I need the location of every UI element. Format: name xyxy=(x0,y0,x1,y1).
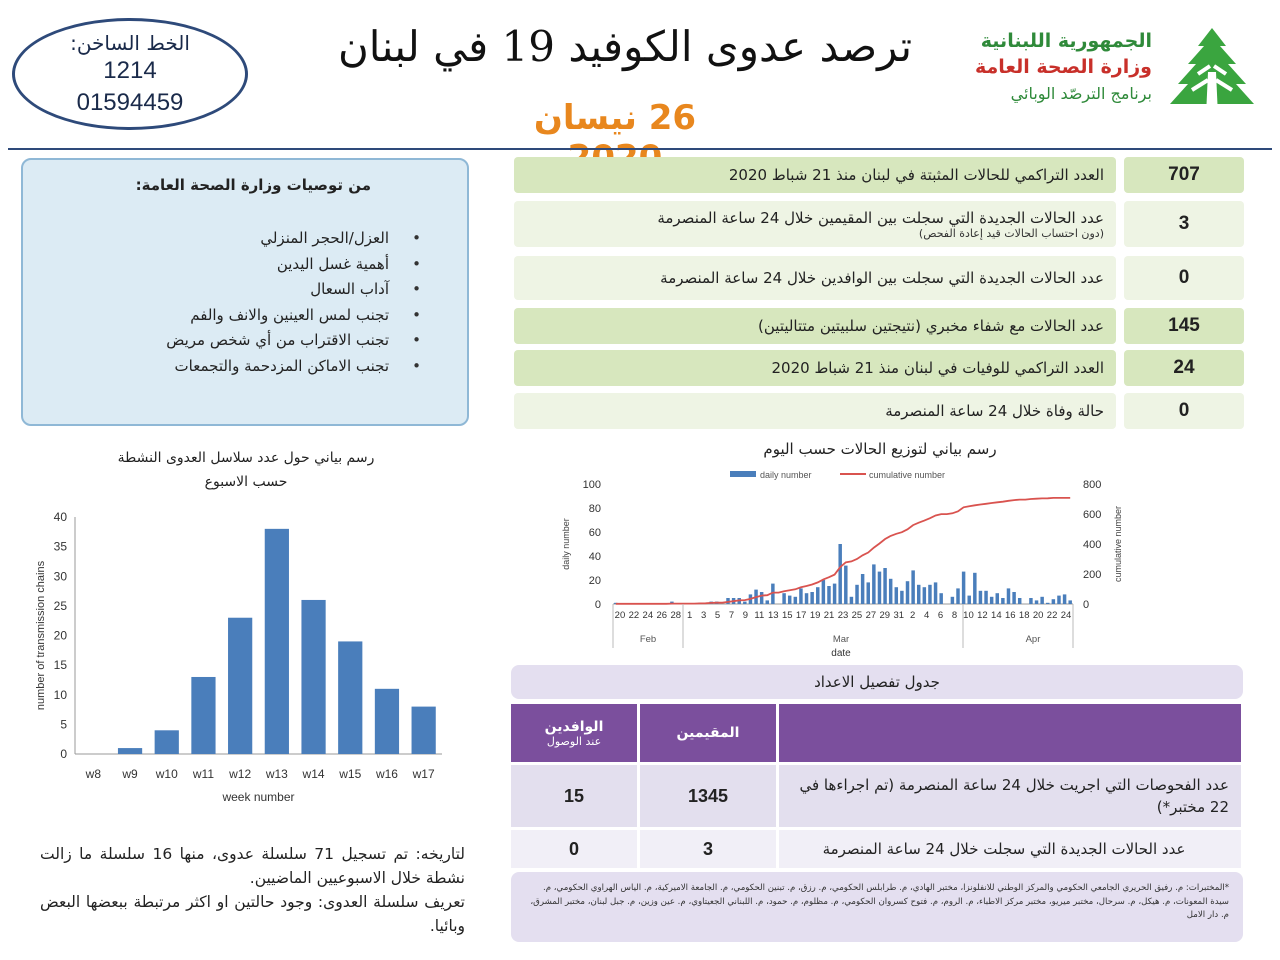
x-tick-label: 22 xyxy=(1046,610,1058,621)
daily-bar xyxy=(923,587,926,604)
x-tick-label: 8 xyxy=(951,610,958,621)
ministry-name xyxy=(930,30,1152,103)
daily-bar xyxy=(951,597,954,604)
recommendations-title: من توصيات وزارة الصحة العامة: xyxy=(135,176,371,194)
bar xyxy=(155,730,179,754)
chains-chart-title-line: رسم بياني حول عدد سلاسل العدوى النشطة xyxy=(117,450,375,466)
chains-chart-title-line: حسب الاسبوع xyxy=(204,474,288,490)
x-tick-label: 23 xyxy=(837,610,849,621)
daily-bar xyxy=(799,588,802,604)
hotline-title: الخط الساخن: xyxy=(70,31,190,55)
table-cell-label: عدد الحالات الجديدة التي سجلت خلال 24 ساعة المنصرمة xyxy=(779,830,1241,868)
x-axis-label: date xyxy=(831,648,851,659)
table-cell-label: عدد الفحوصات التي اجريت خلال 24 ساعة المنصرمة (تم اجراءها في 22 مختبر*) xyxy=(779,765,1241,827)
table-cell-residents: 1345 xyxy=(640,765,776,827)
stat-value: 0 xyxy=(1124,256,1244,300)
daily-bar xyxy=(900,591,903,604)
x-tick-label: 28 xyxy=(670,610,682,621)
stat-new-deaths xyxy=(514,393,1244,429)
stat-label: العدد التراكمي للحالات المثبتة في لبنان منذ 21 شباط 2020 xyxy=(728,166,1104,184)
y-right-tick-label: 400 xyxy=(1083,539,1102,551)
daily-bar xyxy=(1052,599,1055,604)
x-tick-label: 24 xyxy=(1060,610,1072,621)
ministry-label: وزارة الصحة العامة xyxy=(974,56,1152,78)
y-tick-label: 35 xyxy=(53,539,67,554)
col-arrivals-label: الوافدين xyxy=(544,718,604,735)
x-tick-label: 4 xyxy=(923,610,930,621)
daily-bar xyxy=(855,585,858,604)
daily-bar xyxy=(939,593,942,604)
x-tick-label: 25 xyxy=(851,610,863,621)
daily-bar xyxy=(973,573,976,604)
x-tick-label: 3 xyxy=(700,610,707,621)
x-tick-label: 31 xyxy=(893,610,905,621)
daily-bar xyxy=(917,585,920,604)
legend-daily-label: daily number xyxy=(760,470,812,480)
x-tick-label: 9 xyxy=(742,610,749,621)
y-left-tick-label: 100 xyxy=(582,479,601,491)
x-tick-label: 12 xyxy=(977,610,988,621)
col-header-residents xyxy=(640,704,776,762)
recommendations-box xyxy=(21,158,469,426)
labs-footnote: *المختبرات: م. رفيق الحريري الجامعي الحكومي والمركز الوطني للانفلونزا، مختبر الهادي، م. طرابلس الحكومي، م. رزق، م. تبنين الحكومي، م. الجامعة الاميركية، م. الياس الهراوي الحكومي، م. سيدة المعونات، م. هيكل، م. سرحال، مختبر ميريو، مختبر مركز الاطباء، م. الروم، م. فتوح كسروان الحكومي، م. مظلوم، م. حمود، م. اللبناني الجعيتاوي، م. عين وزين، م. جبل لبنان، مختبر المشرق، م. دار الامل xyxy=(511,872,1243,942)
list-item: • تجنب الاماكن المزدحمة والتجمعات xyxy=(43,354,441,380)
daily-bar xyxy=(760,592,763,604)
daily-bar xyxy=(979,591,982,604)
republic-label: الجمهورية اللبنانية xyxy=(980,30,1152,52)
daily-bar xyxy=(810,592,813,604)
x-tick-label: w12 xyxy=(229,767,252,781)
list-item: • العزل/الحجر المنزلي xyxy=(43,226,441,252)
col-header-arrivals xyxy=(511,704,637,762)
stat-value: 3 xyxy=(1124,201,1244,247)
hotline-box xyxy=(12,18,248,130)
stat-label: عدد الحالات مع شفاء مخبري (نتيجتين سلبيتين متتاليتين) xyxy=(758,317,1104,335)
x-tick-label: 22 xyxy=(628,610,640,621)
x-tick-label: 14 xyxy=(991,610,1002,621)
daily-bar xyxy=(816,587,819,604)
month-label: Mar xyxy=(832,634,850,645)
bar xyxy=(191,677,215,754)
x-tick-label: w9 xyxy=(122,767,138,781)
month-label: Apr xyxy=(1025,634,1041,645)
daily-bar xyxy=(928,585,931,604)
x-tick-label: w14 xyxy=(302,767,325,781)
col-arrivals-sublabel: عند الوصول xyxy=(546,734,602,748)
x-tick-label: 2 xyxy=(910,610,916,621)
daily-bar xyxy=(1035,600,1038,604)
table-row xyxy=(511,830,1241,868)
chains-chart-title xyxy=(60,446,432,494)
bar xyxy=(228,618,252,754)
x-tick-label: 15 xyxy=(781,610,793,621)
daily-bar xyxy=(1057,596,1060,604)
daily-bar xyxy=(883,568,886,604)
x-axis-label: week number xyxy=(222,790,295,804)
daily-bar xyxy=(1018,598,1021,604)
y-tick-label: 40 xyxy=(53,510,67,524)
x-tick-label: 19 xyxy=(809,610,821,621)
daily-bar xyxy=(766,600,769,604)
daily-bar xyxy=(1040,597,1043,604)
stat-value: 24 xyxy=(1124,350,1244,386)
daily-bar xyxy=(990,597,993,604)
stat-cumulative-deaths xyxy=(514,350,1244,386)
bar xyxy=(118,748,142,754)
bar xyxy=(412,707,436,754)
y-left-tick-label: 0 xyxy=(594,599,601,611)
daily-bar xyxy=(788,596,791,604)
table-header-row xyxy=(511,704,1241,762)
y-right-tick-label: 0 xyxy=(1083,599,1090,611)
stat-label: عدد الحالات الجديدة التي سجلت بين الوافدين خلال 24 ساعة المنصرمة xyxy=(660,269,1104,287)
list-item: • تجنب لمس العينين والانف والفم xyxy=(43,303,441,329)
daily-bar xyxy=(878,572,881,604)
details-table-title: جدول تفصيل الاعداد xyxy=(511,665,1243,699)
y-left-tick-label: 40 xyxy=(588,551,601,563)
stat-new-residents xyxy=(514,201,1244,247)
y-left-tick-label: 60 xyxy=(588,527,601,539)
stat-new-arrivals xyxy=(514,256,1244,300)
y-tick-label: 15 xyxy=(53,658,67,673)
hotline-number: 1214 xyxy=(103,57,157,84)
chains-notes xyxy=(40,842,465,938)
table-cell-arrivals: 15 xyxy=(511,765,637,827)
daily-bar xyxy=(867,582,870,604)
daily-bar xyxy=(794,597,797,604)
y-tick-label: 10 xyxy=(53,687,67,702)
daily-bar xyxy=(822,580,825,604)
list-item: • أهمية غسل اليدين xyxy=(43,252,441,278)
daily-bar xyxy=(1029,598,1032,604)
x-tick-label: 5 xyxy=(714,610,721,621)
y-tick-label: 30 xyxy=(53,569,67,584)
month-label: Feb xyxy=(639,634,657,645)
y-tick-label: 25 xyxy=(53,598,67,613)
table-cell-arrivals: 0 xyxy=(511,830,637,868)
list-item: • آداب السعال xyxy=(43,277,441,303)
daily-bar xyxy=(1046,603,1049,604)
y-axis-label: number of transmission chains xyxy=(35,560,47,711)
x-tick-label: 20 xyxy=(614,610,626,621)
x-tick-label: w16 xyxy=(375,767,398,781)
daily-bar xyxy=(1007,588,1010,604)
recommendations-list xyxy=(43,226,447,379)
x-tick-label: w17 xyxy=(412,767,435,781)
x-tick-label: 18 xyxy=(1018,610,1030,621)
daily-bar xyxy=(743,602,746,604)
y-right-axis-label: cumulative number xyxy=(1113,505,1123,583)
daily-bar xyxy=(889,579,892,604)
x-tick-label: w13 xyxy=(265,767,288,781)
daily-bar xyxy=(934,582,937,604)
stat-label: عدد الحالات الجديدة التي سجلت بين المقيمين خلال 24 ساعة المنصرمة xyxy=(657,208,1104,227)
program-label: برنامج الترصّد الوبائي xyxy=(1010,84,1152,103)
y-right-tick-label: 800 xyxy=(1083,479,1102,491)
daily-bar xyxy=(872,564,875,604)
stat-recovered xyxy=(514,308,1244,344)
cumulative-line xyxy=(616,498,1070,604)
table-cell-residents: 3 xyxy=(640,830,776,868)
daily-bar xyxy=(844,566,847,604)
x-tick-label: 16 xyxy=(1004,610,1016,621)
daily-bar xyxy=(956,588,959,604)
x-tick-label: 10 xyxy=(963,610,974,621)
daily-bar xyxy=(906,581,909,604)
daily-bar xyxy=(962,572,965,604)
daily-bar xyxy=(1063,594,1066,604)
x-tick-label: 1 xyxy=(687,610,693,621)
daily-bar xyxy=(838,544,841,604)
chains-summary: لتاريخه: تم تسجيل 71 سلسلة عدوى، منها 16 سلسلة ما زالت نشطة خلال الاسبوعيين الماضيين. xyxy=(40,845,465,887)
stat-value: 145 xyxy=(1124,308,1244,344)
stat-label: حالة وفاة خلال 24 ساعة المنصرمة xyxy=(885,402,1104,420)
daily-bar xyxy=(996,593,999,604)
bar xyxy=(375,689,399,754)
y-tick-label: 0 xyxy=(60,747,67,761)
x-tick-label: w15 xyxy=(339,767,362,781)
daily-bar xyxy=(1001,598,1004,604)
daily-bar xyxy=(850,597,853,604)
daily-bar xyxy=(782,593,785,604)
daily-bar xyxy=(984,591,987,604)
bar xyxy=(301,600,325,754)
report-date: 26 نيسان xyxy=(533,98,697,138)
daily-bar xyxy=(861,574,864,604)
y-left-axis-label: daily number xyxy=(561,518,571,570)
daily-cases-chart xyxy=(555,462,1145,662)
stat-value: 0 xyxy=(1124,393,1244,429)
y-right-tick-label: 600 xyxy=(1083,509,1102,521)
x-tick-label: 29 xyxy=(879,610,891,621)
daily-bar xyxy=(1068,600,1071,604)
chain-definition: تعريف سلسلة العدوى: وجود حالتين او اكثر مرتبطة ببعضها البعض وبائيا. xyxy=(40,893,465,935)
daily-bar xyxy=(911,570,914,604)
y-right-tick-label: 200 xyxy=(1083,569,1102,581)
x-tick-label: 7 xyxy=(728,610,735,621)
x-tick-label: 24 xyxy=(642,610,654,621)
daily-bar xyxy=(833,584,836,604)
stat-label: العدد التراكمي للوفيات في لبنان منذ 21 شباط 2020 xyxy=(771,359,1104,377)
page-title: ترصد عدوى الكوفيد 19 في لبنان xyxy=(337,22,913,71)
y-left-tick-label: 20 xyxy=(588,575,601,587)
hotline-number-alt: 01594459 xyxy=(76,89,184,116)
x-tick-label: 21 xyxy=(823,610,835,621)
x-tick-label: w11 xyxy=(192,767,215,781)
header-divider xyxy=(8,148,1272,150)
x-tick-label: w8 xyxy=(85,767,102,781)
bar xyxy=(265,529,289,754)
list-item: • تجنب الاقتراب من أي شخص مريض xyxy=(43,328,441,354)
daily-chart-title: رسم بياني لتوزيع الحالات حسب اليوم xyxy=(763,440,997,458)
bar xyxy=(338,641,362,754)
legend-cumulative-label: cumulative number xyxy=(869,470,946,480)
daily-bar xyxy=(967,596,970,604)
table-row xyxy=(511,765,1241,827)
daily-bar xyxy=(1012,592,1015,604)
y-tick-label: 5 xyxy=(60,717,67,732)
stat-sublabel: (دون احتساب الحالات قيد إعادة الفحص) xyxy=(918,226,1104,240)
stat-cumulative-cases xyxy=(514,157,1244,193)
x-tick-label: 20 xyxy=(1032,610,1044,621)
col-residents-label: المقيمين xyxy=(676,725,740,741)
y-tick-label: 20 xyxy=(53,628,67,643)
x-tick-label: 11 xyxy=(754,610,765,621)
stat-value: 707 xyxy=(1124,157,1244,193)
y-left-tick-label: 80 xyxy=(588,503,601,515)
daily-bar xyxy=(827,586,830,604)
x-tick-label: 13 xyxy=(768,610,779,621)
daily-bar xyxy=(805,593,808,604)
col-header-blank xyxy=(779,704,1241,762)
cedar-tree-icon xyxy=(1162,24,1262,120)
x-tick-label: 27 xyxy=(865,610,877,621)
x-tick-label: 26 xyxy=(656,610,668,621)
x-tick-label: 6 xyxy=(937,610,944,621)
legend-daily-swatch xyxy=(730,471,756,477)
x-tick-label: 17 xyxy=(795,610,807,621)
chains-bar-chart xyxy=(30,505,450,805)
daily-bar xyxy=(895,587,898,604)
x-tick-label: w10 xyxy=(155,767,178,781)
